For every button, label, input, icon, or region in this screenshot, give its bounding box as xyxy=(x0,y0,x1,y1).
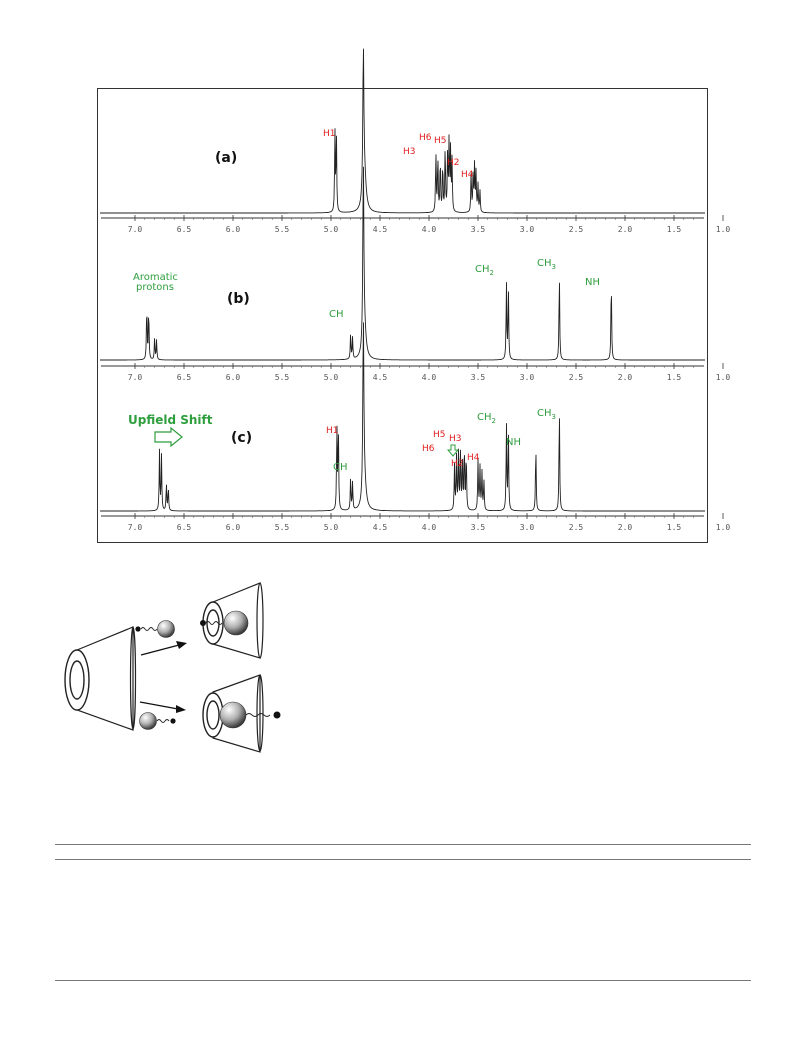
table-top-rule xyxy=(55,844,751,845)
axis-tick-label: 5.5 xyxy=(274,523,290,532)
annotation-ch2-c: $CH_2$ xyxy=(477,412,496,425)
guest-molecule-upper-icon xyxy=(135,621,174,638)
axis-tick-label: 3.0 xyxy=(519,523,535,532)
guest-molecule-lower-icon xyxy=(140,713,176,730)
annotation-h6-c: H6 xyxy=(422,444,435,454)
axis-tick-label: 4.5 xyxy=(372,225,388,234)
table-bottom-rule xyxy=(55,980,751,981)
axis-tick-label: 1.0 xyxy=(715,373,731,382)
axis-tick-label: 6.0 xyxy=(225,373,241,382)
upfield-shift-label: Upfield Shift xyxy=(128,413,213,427)
annotation-ch-c: CH xyxy=(333,462,348,473)
inclusion-complex-lower-icon xyxy=(203,675,281,752)
axis-tick-label: 2.0 xyxy=(617,523,633,532)
reaction-arrow-upper-icon xyxy=(141,641,187,655)
inclusion-complex-schematic xyxy=(55,580,315,750)
annotation-nh-c: NH xyxy=(506,437,521,448)
axis-tick-label: 1.0 xyxy=(715,225,731,234)
axis-tick-label: 3.5 xyxy=(470,373,486,382)
axis-tick-label: 1.5 xyxy=(666,373,682,382)
axis-tick-label: 7.0 xyxy=(127,225,143,234)
axis-tick-label: 2.5 xyxy=(568,225,584,234)
axis-tick-label: 1.5 xyxy=(666,523,682,532)
axis-tick-label: 6.0 xyxy=(225,225,241,234)
annotation-protons: protons xyxy=(136,282,174,293)
axis-tick-label: 4.5 xyxy=(372,523,388,532)
annotation-h5-c: H5 xyxy=(433,430,446,440)
annotation-h5-a: H5 xyxy=(434,136,447,146)
annotation-h4-a: H4 xyxy=(461,170,474,180)
axis-tick-label: 3.0 xyxy=(519,373,535,382)
axis-tick-label: 2.5 xyxy=(568,373,584,382)
axis-tick-label: 2.0 xyxy=(617,373,633,382)
axis-tick-label: 5.5 xyxy=(274,373,290,382)
annotation-ch3-c: $CH_3$ xyxy=(537,408,556,421)
axis-tick-label: 4.0 xyxy=(421,373,437,382)
axis-tick-label: 3.5 xyxy=(470,225,486,234)
axis-tick-label: 4.0 xyxy=(421,523,437,532)
panel-label-c: (c) xyxy=(231,430,253,446)
axis-tick-label: 5.5 xyxy=(274,225,290,234)
nmr-spectra-svg xyxy=(97,88,731,543)
axis-tick-label: 6.5 xyxy=(176,523,192,532)
axis-tick-label: 6.5 xyxy=(176,225,192,234)
annotation-ch3-b: $CH_3$ xyxy=(537,258,556,271)
table-header-rule xyxy=(55,859,751,860)
axis-tick-label: 1.0 xyxy=(715,523,731,532)
axis-tick-label: 2.0 xyxy=(617,225,633,234)
panel-label-a: (a) xyxy=(215,150,238,166)
cyclodextrin-cone-icon xyxy=(65,627,136,730)
annotation-h3-c: H3 xyxy=(449,434,462,444)
reaction-arrow-lower-icon xyxy=(140,702,186,713)
axis-tick-label: 4.0 xyxy=(421,225,437,234)
annotation-h2-a: H2 xyxy=(447,158,460,168)
axis-tick-label: 6.0 xyxy=(225,523,241,532)
annotation-aromatic: Aromatic xyxy=(133,272,178,283)
annotation-h2-c: H2 xyxy=(451,459,464,469)
axis-tick-label: 6.5 xyxy=(176,373,192,382)
axis-tick-label: 7.0 xyxy=(127,373,143,382)
axis-tick-label: 2.5 xyxy=(568,523,584,532)
annotation-nh-b: NH xyxy=(585,277,600,288)
schematic-svg xyxy=(55,580,315,750)
axis-tick-label: 7.0 xyxy=(127,523,143,532)
axis-tick-label: 5.0 xyxy=(323,225,339,234)
annotation-h1-c: H1 xyxy=(326,426,339,436)
axis-tick-label: 4.5 xyxy=(372,373,388,382)
annotation-ch2-b: $CH_2$ xyxy=(475,264,494,277)
annotation-h4-c: H4 xyxy=(467,453,480,463)
axis-tick-label: 5.0 xyxy=(323,523,339,532)
annotation-h3-a: H3 xyxy=(403,147,416,157)
nmr-spectra-figure xyxy=(97,88,731,543)
axis-tick-label: 3.5 xyxy=(470,523,486,532)
panel-label-b: (b) xyxy=(227,291,250,307)
inclusion-complex-upper-icon xyxy=(200,583,263,658)
axis-tick-label: 1.5 xyxy=(666,225,682,234)
annotation-h1-a: H1 xyxy=(323,129,336,139)
annotation-h6-a: H6 xyxy=(419,133,432,143)
axis-tick-label: 5.0 xyxy=(323,373,339,382)
annotation-ch-b: CH xyxy=(329,309,344,320)
axis-tick-label: 3.0 xyxy=(519,225,535,234)
